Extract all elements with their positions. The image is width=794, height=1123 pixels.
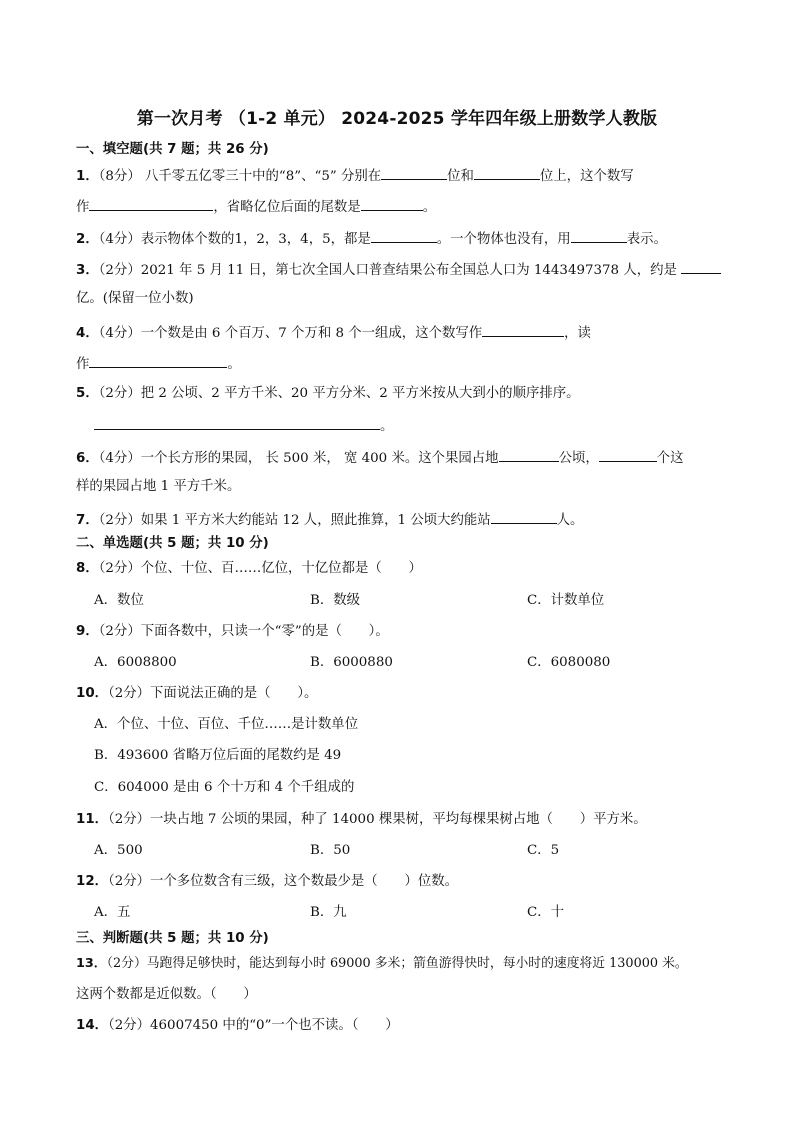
answer-blank[interactable] (482, 322, 564, 337)
question-5: 5．（2分）把 2 公顷、2 平方千米、20 平方分米、2 平方米按从大到小的顺序排序。 (76, 386, 580, 401)
section-true-false: 三、判断题(共 5 题；共 10 分) (76, 931, 269, 946)
question-7: 7．（2分）如果 1 平方米大约能站 12 人，照此推算，1 公顷大约能站 人。 (76, 509, 583, 530)
answer-blank[interactable] (474, 165, 540, 180)
option-c[interactable]: C．计数单位 (527, 593, 605, 608)
option-a[interactable]: A．个位、十位、百位、千位……是计数单位 (94, 717, 359, 732)
question-1-cont: 作 ，省略亿位后面的尾数是 。 (76, 196, 436, 217)
option-b[interactable]: B．493600 省略万位后面的尾数约是 49 (94, 748, 342, 763)
option-b[interactable]: B．数级 (310, 593, 361, 608)
question-1: 1．（8分） 八千零五亿零三十中的“8”、“5” 分别在 位和 位上，这个数写 (76, 165, 634, 186)
question-4-cont: 作 。 (76, 353, 241, 374)
exam-title: 第一次月考 （1-2 单元） 2024-2025 学年四年级上册数学人教版 (136, 109, 658, 129)
question-4: 4．（4分）一个数是由 6 个百万、7 个万和 8 个一组成，这个数写作 ，读 (76, 322, 591, 343)
answer-blank[interactable] (381, 165, 447, 180)
question-8: 8．（2分）个位、十位、百……亿位，十亿位都是（ ） (76, 561, 422, 576)
answer-blank[interactable] (571, 228, 627, 243)
option-b[interactable]: B．50 (310, 843, 351, 858)
option-a[interactable]: A．五 (94, 905, 131, 920)
section-single-choice: 二、单选题(共 5 题；共 10 分) (76, 536, 269, 551)
option-c[interactable]: C．6080080 (527, 655, 611, 670)
option-a[interactable]: A．数位 (94, 593, 144, 608)
question-13-cont: 这两个数都是近似数。（ ） (76, 987, 257, 1002)
option-c[interactable]: C．604000 是由 6 个十万和 4 个千组成的 (94, 780, 355, 795)
section-fill-blank: 一、填空题(共 7 题；共 26 分) (76, 142, 269, 157)
answer-blank[interactable] (681, 259, 721, 274)
answer-blank[interactable] (89, 196, 213, 211)
question-14: 14．（2分）46007450 中的“0”一个也不读。（ ） (76, 1018, 399, 1033)
question-6: 6．（4分）一个长方形的果园， 长 500 米， 宽 400 米。这个果园占地 公顷， 个这 (76, 447, 684, 468)
answer-blank[interactable] (499, 447, 559, 462)
option-c[interactable]: C．5 (527, 843, 560, 858)
question-6-cont: 样的果园占地 1 平方千米。 (76, 479, 241, 494)
option-a[interactable]: A．500 (94, 843, 143, 858)
question-2: 2．（4分）表示物体个数的1，2，3，4，5，都是 。一个物体也没有，用 表示。 (76, 228, 667, 249)
question-3: 3．（2分）2021 年 5 月 11 日，第七次全国人口普查结果公布全国总人口为 1443497378 人，约是 (76, 259, 721, 280)
answer-blank[interactable] (371, 228, 437, 243)
option-b[interactable]: B．6000880 (310, 655, 393, 670)
option-c[interactable]: C．十 (527, 905, 565, 920)
answer-blank[interactable] (599, 447, 657, 462)
question-5-cont: 。 (94, 415, 393, 436)
option-b[interactable]: B．九 (310, 905, 347, 920)
question-11: 11．（2分）一块占地 7 公顷的果园，种了 14000 棵果树，平均每棵果树占地（ ）平方米。 (76, 812, 647, 827)
question-10: 10．（2分）下面说法正确的是（ ）。 (76, 686, 318, 701)
answer-blank[interactable] (89, 353, 227, 368)
answer-blank[interactable] (491, 509, 557, 524)
question-12: 12．（2分）一个多位数含有三级，这个数最少是（ ）位数。 (76, 874, 459, 889)
question-13: 13．（2分）马跑得足够快时，能达到每小时 69000 多米；箭鱼游得快时，每小时的速度将近 130000 米。 (76, 956, 688, 971)
answer-blank[interactable] (94, 415, 380, 430)
question-9: 9．（2分）下面各数中，只读一个“零”的是（ ）。 (76, 624, 389, 639)
question-3-cont: 亿。(保留一位小数) (76, 291, 194, 306)
option-a[interactable]: A．6008800 (94, 655, 177, 670)
answer-blank[interactable] (361, 196, 423, 211)
